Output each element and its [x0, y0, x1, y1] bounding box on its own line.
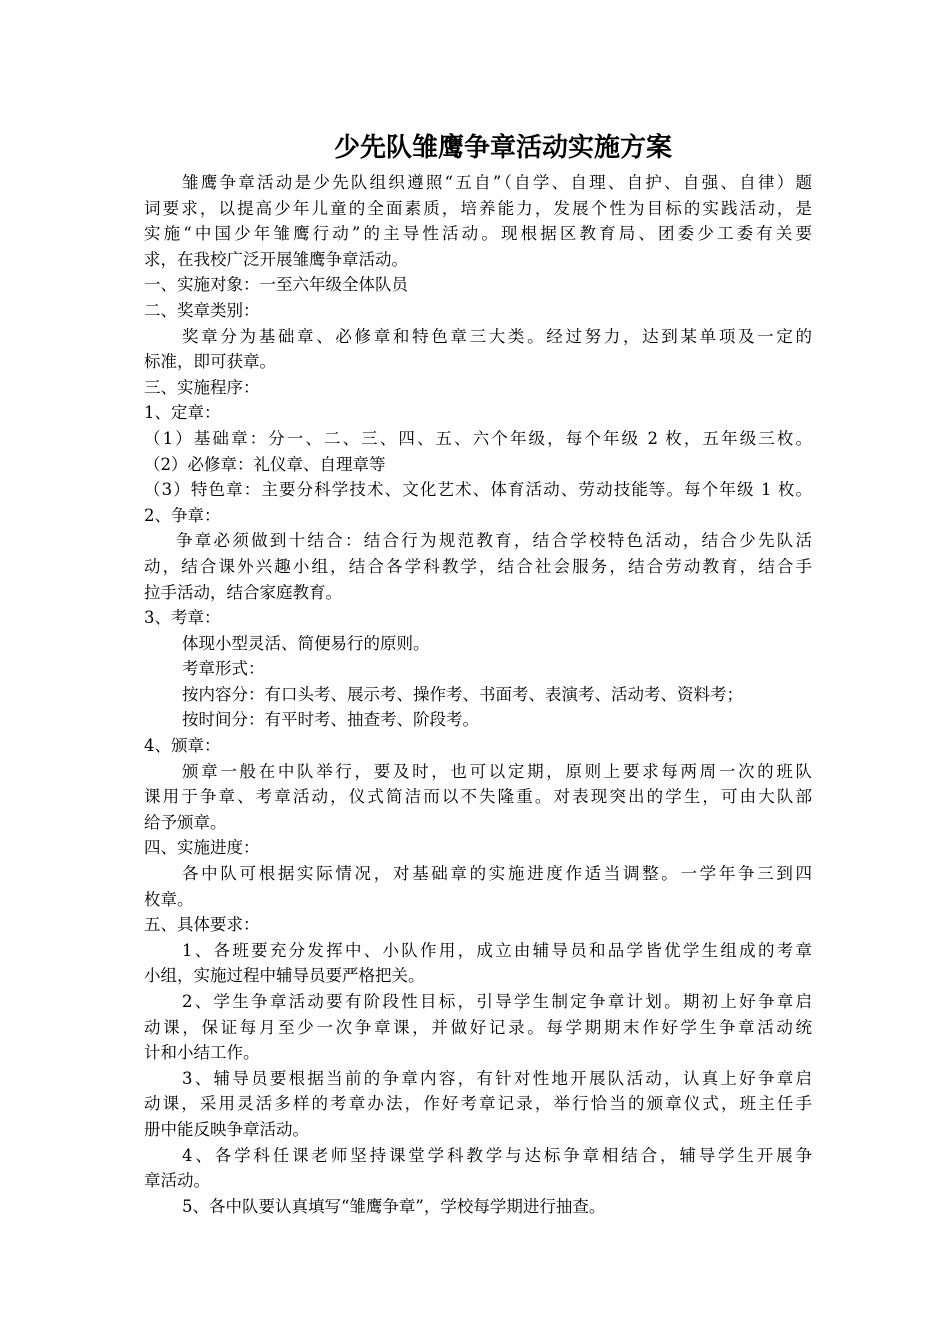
text-line: 按时间分：有平时考、抽查考、阶段考。	[182, 710, 479, 730]
text-line: 雏鹰争章活动是少先队组织遵照“五自”（自学、自理、自护、自强、自律）题	[182, 173, 812, 192]
text-line: 1、定章：	[144, 403, 221, 423]
text-line: （3）特色章：主要分科学技术、文化艺术、体育活动、劳动技能等。每个年级 1 枚。	[144, 480, 812, 500]
text-line: 考章形式：	[182, 659, 265, 679]
text-line: 四、实施进度：	[144, 838, 260, 858]
text-line: （1）基础章：分一、二、三、四、五、六个年级，每个年级 2 枚，五年级三枚。	[144, 428, 812, 448]
document-title: 少先队雏鹰争章活动实施方案	[333, 133, 672, 163]
text-line: 章活动。	[144, 1171, 210, 1191]
text-line: 动课，保证每月至少一次争章课，并做好记录。每学期期末作好学生争章活动统	[144, 1017, 812, 1037]
text-line: 册中能反映争章活动。	[144, 1119, 309, 1139]
text-line: 动，结合课外兴趣小组，结合各学科教学，结合社会服务，结合劳动教育，结合手	[144, 556, 812, 576]
text-line: 计和小结工作。	[144, 1043, 260, 1063]
text-line: 标准，即可获章。	[144, 352, 276, 372]
text-line: 实施“中国少年雏鹰行动”的主导性活动。现根据区教育局、团委少工委有关要	[144, 224, 812, 244]
text-line: 颁章一般在中队举行，要及时，也可以定期，原则上要求每两周一次的班队	[182, 761, 812, 781]
text-line: 求，在我校广泛开展雏鹰争章活动。	[144, 249, 408, 269]
text-line: 枚章。	[144, 889, 194, 909]
text-line: 课用于争章、考章活动，仪式简洁而以不失隆重。对表现突出的学生，可由大队部	[144, 787, 812, 807]
document-body	[144, 170, 812, 1219]
text-line: （2）必修章：礼仪章、自理章等	[144, 454, 386, 474]
text-line: 给予颁章。	[144, 812, 227, 832]
text-line: 争章必须做到十结合：结合行为规范教育，结合学校特色活动，结合少先队活	[176, 531, 812, 551]
text-line: 3、辅导员要根据当前的争章内容，有针对性地开展队活动，认真上好争章启	[182, 1068, 812, 1088]
text-line: 3、考章：	[144, 608, 221, 628]
text-line: 4、各学科任课老师坚持课堂学科教学与达标争章相结合，辅导学生开展争	[182, 1145, 812, 1165]
text-line: 动课，采用灵活多样的考章办法，作好考章记录，举行恰当的颁章仪式，班主任手	[144, 1094, 812, 1114]
text-line: 词要求，以提高少年儿童的全面素质，培养能力，发展个性为目标的实践活动，是	[144, 198, 812, 218]
text-line: 2、学生争章活动要有阶段性目标，引导学生制定争章计划。期初上好争章启	[182, 992, 812, 1011]
text-line: 五、具体要求：	[144, 915, 260, 935]
text-line: 1、各班要充分发挥中、小队作用，成立由辅导员和品学皆优学生组成的考章	[182, 940, 812, 960]
text-line: 各中队可根据实际情况，对基础章的实施进度作适当调整。一学年争三到四	[182, 864, 812, 884]
text-line: 按内容分：有口头考、展示考、操作考、书面考、表演考、活动考、资料考；	[182, 684, 743, 704]
text-line: 4、颁章：	[144, 736, 221, 756]
text-line: 奖章分为基础章、必修章和特色章三大类。经过努力，达到某单项及一定的	[182, 326, 812, 346]
text-line: 一、实施对象：一至六年级全体队员	[144, 275, 408, 295]
text-line: 拉手活动，结合家庭教育。	[144, 582, 342, 602]
text-line: 体现小型灵活、简便易行的原则。	[182, 633, 430, 653]
text-line: 小组，实施过程中辅导员要严格把关。	[144, 966, 425, 986]
text-line: 5、各中队要认真填写“雏鹰争章”，学校每学期进行抽查。	[182, 1196, 606, 1216]
text-line: 2、争章：	[144, 505, 221, 525]
text-line: 二、奖章类别：	[144, 300, 260, 320]
text-line: 三、实施程序：	[144, 377, 260, 397]
